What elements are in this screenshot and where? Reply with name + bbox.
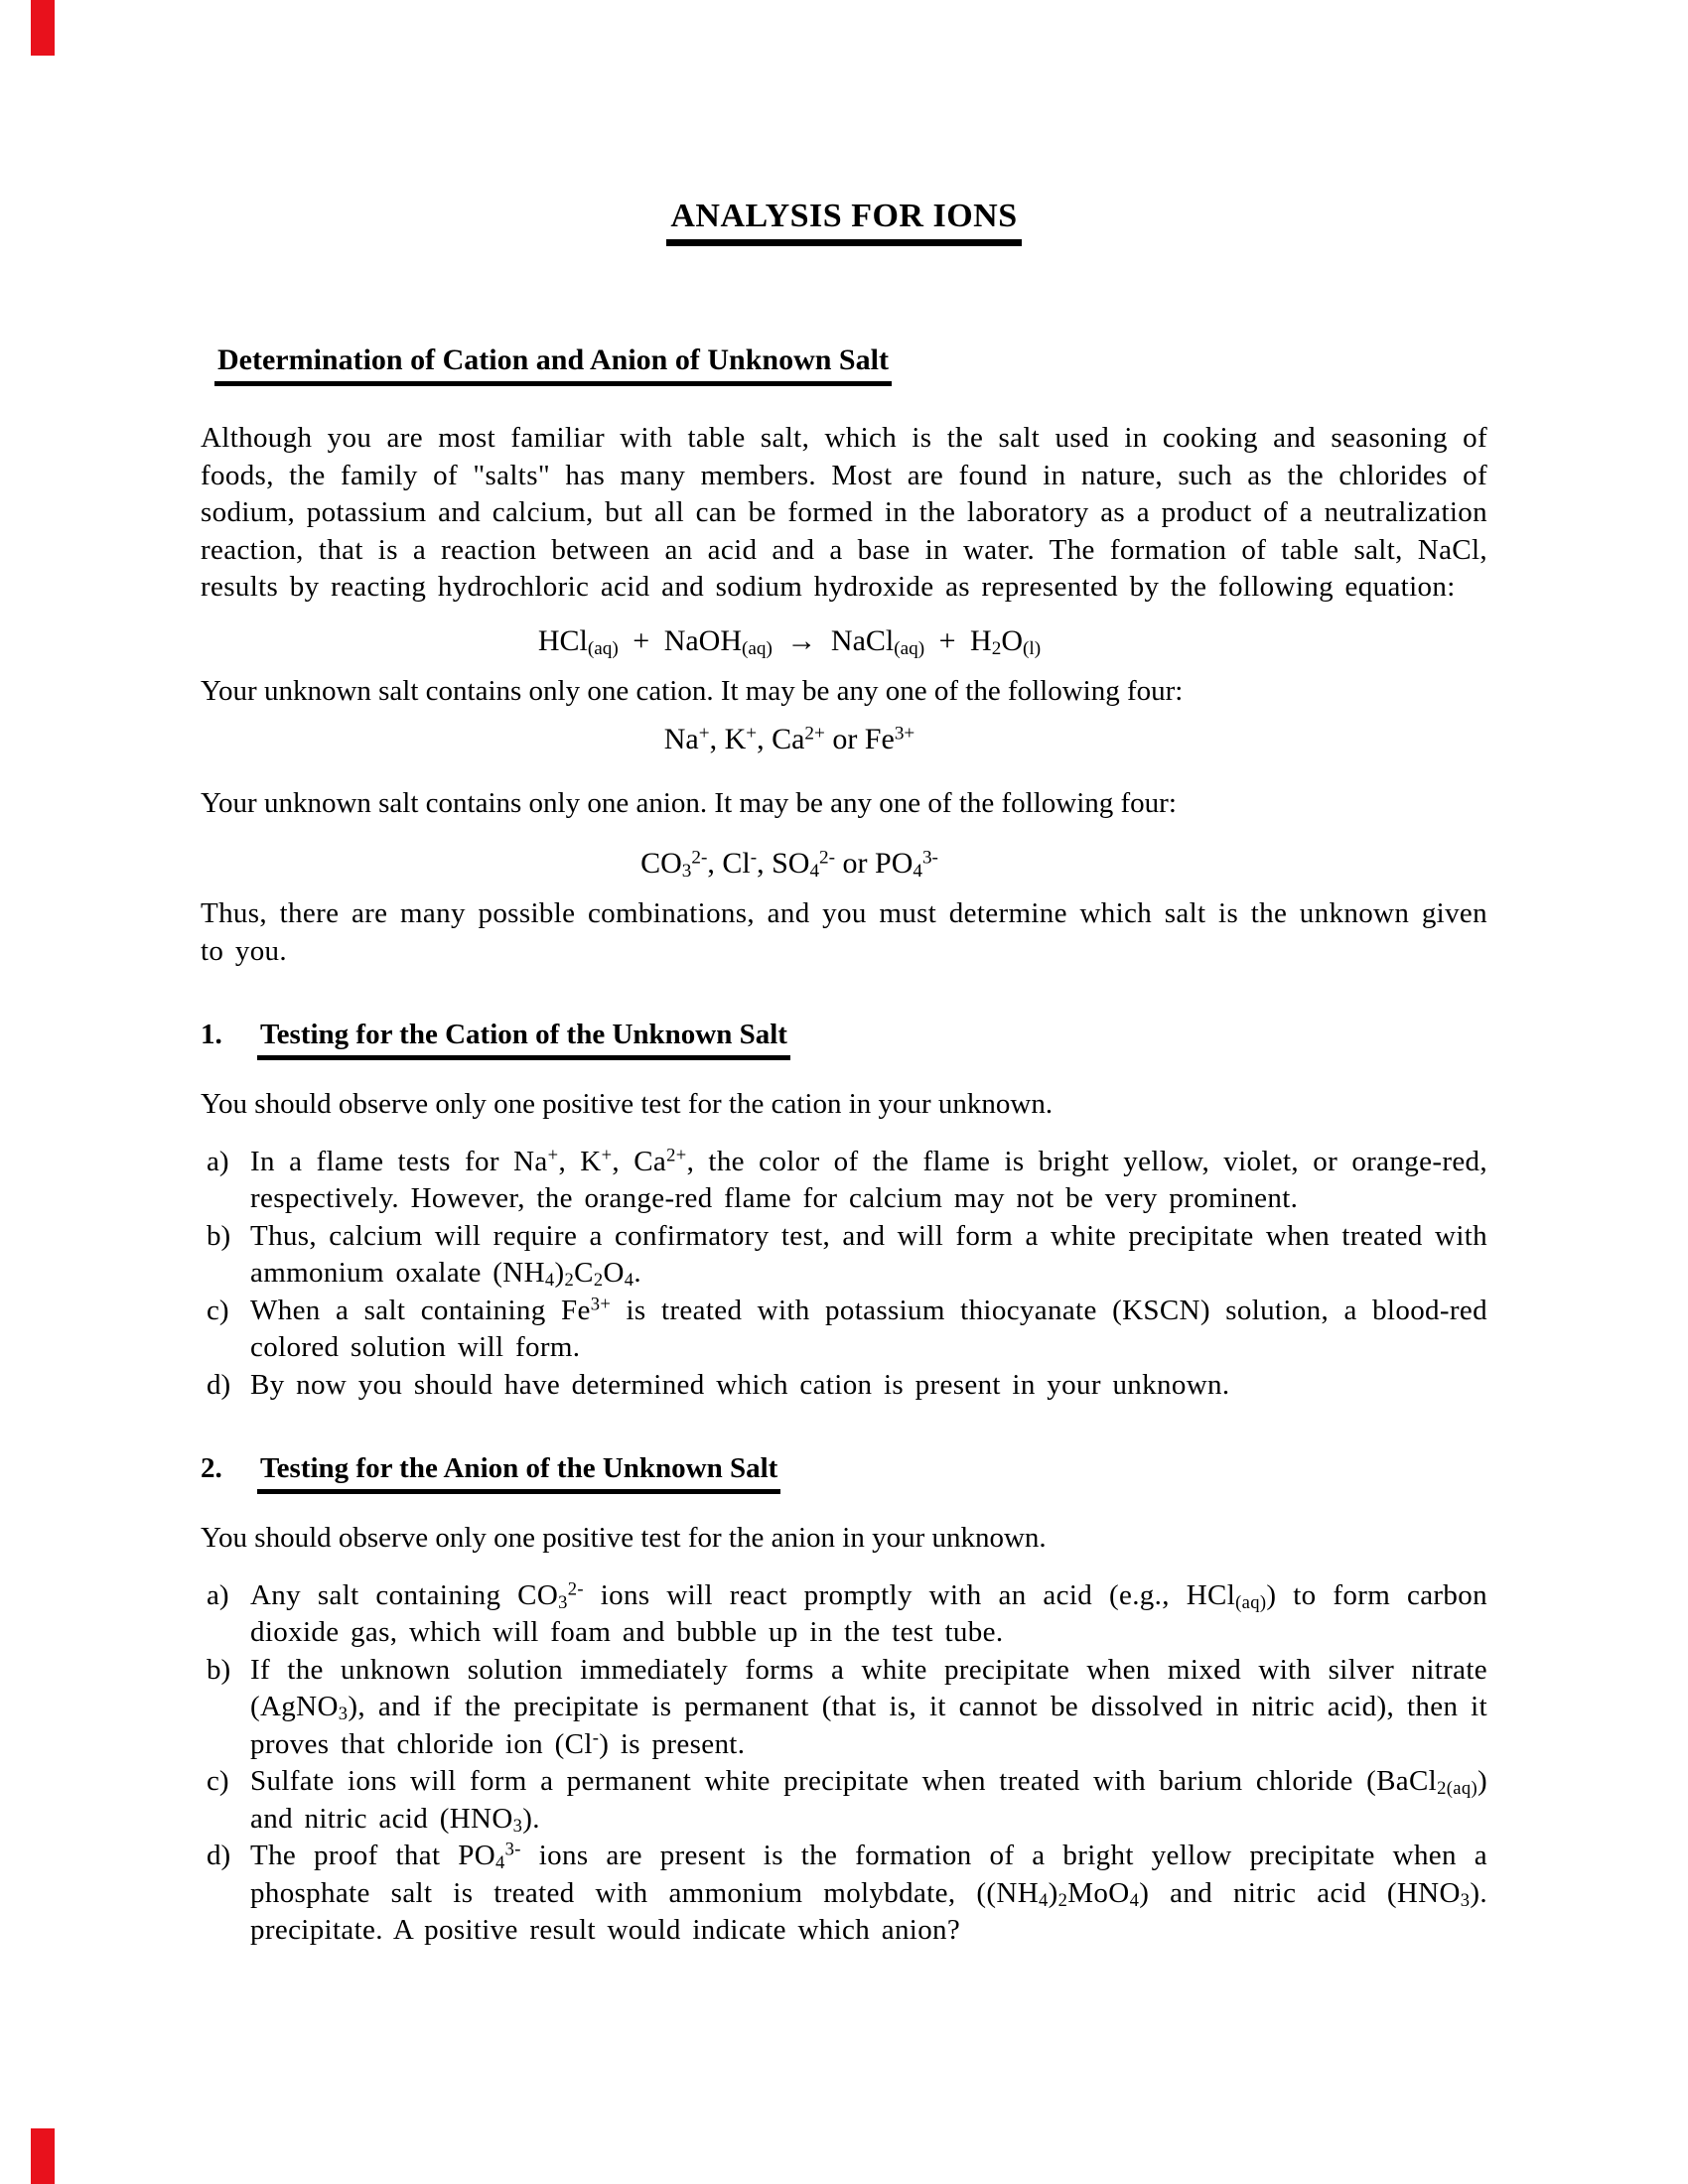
anion-sentence: Your unknown salt contains only one anion. It may be any one of the following four: <box>201 787 1177 819</box>
list-item-label: d) <box>207 1840 231 1871</box>
list-item-text: By now you should have determined which cation is present in your unknown. <box>250 1368 1230 1401</box>
list-item-label: c) <box>207 1294 229 1326</box>
list-item-1d <box>201 1367 1487 1405</box>
list-item-2d <box>201 1838 1487 1950</box>
section2-item-list <box>201 1577 1487 1950</box>
list-item-1b <box>201 1218 1487 1293</box>
list-item-text: In a flame tests for Na+, K+, $Ca^{2+}$, the color of the flame is bright yellow, violet, or orange-red, respectively. However, the orange-red flame for calcium may not be very prominent. <box>250 1145 1488 1214</box>
list-item-text: Any salt containing $CO_3^{2-}$ ions will react promptly with an acid (e.g., HCl$_{(aq)}$) to form carbon dioxide gas, which will foam and bubble up in the test tube. <box>250 1578 1487 1648</box>
anion-ion-list: $CO_3^{2-}$, Cl-, $SO_4^{2-}$ or $PO_4^{3-}$ <box>640 846 938 882</box>
document-title-text: ANALYSIS FOR IONS <box>666 197 1021 246</box>
cation-sentence: Your unknown salt contains only one cation. It may be any one of the following four: <box>201 675 1184 707</box>
combinations-paragraph: Thus, there are many possible combinations, and you must determine which salt is the unknown given to you. <box>201 897 1487 967</box>
red-scan-marker-bottom <box>31 2128 55 2184</box>
section-heading-determination <box>201 341 1487 386</box>
list-item-label: a) <box>207 1578 229 1611</box>
intro-paragraph: Although you are most familiar with table salt, which is the salt used in cooking and seasoning of foods, the family of "salts" has many members. Most are found in nature, such as the chlorides of sodium, potassium and calcium, but all can be formed in the laboratory as a product of a neutralization reaction, that is a reaction between an acid and a base in water. The formation of table salt, NaCl, results by reacting hydrochloric acid and sodium hydroxide as represented by the following equation: <box>201 422 1487 603</box>
list-item-label: b) <box>207 1653 231 1686</box>
list-item-text: When a salt containing $Fe^{3+}$ is treated with potassium thiocyanate (KSCN) solution, a blood-red colored solution will form. <box>250 1294 1487 1363</box>
list-item-text: The proof that $PO_4^{3-}$ ions are present is the formation of a bright yellow precipitate when a phosphate salt is treated with ammonium molybdate, $((NH_4)_2MoO_4)$ and nitric acid $(HNO_3)$. precipitate. A positive result would indicate which anion? <box>250 1839 1488 1946</box>
section1-item-list <box>201 1144 1487 1405</box>
section2-number: 2. <box>201 1452 222 1484</box>
list-item-1c <box>201 1293 1487 1367</box>
section2-heading <box>201 1449 1487 1494</box>
list-item-text: Sulfate ions will form a permanent white precipitate when treated with barium chloride (BaCl$_{2(aq)}$) and nitric acid $(HNO_3)$. <box>250 1765 1487 1837</box>
list-item-label: a) <box>207 1145 229 1177</box>
list-item-label: c) <box>207 1765 229 1797</box>
list-item-label: d) <box>207 1368 231 1401</box>
cation-ion-list: Na+, K+, $Ca^{2+}$ or $Fe^{3+}$ <box>663 722 915 755</box>
list-item-2c <box>201 1763 1487 1838</box>
list-item-text: If the unknown solution immediately forms a white precipitate when mixed with silver nitrate (AgNO$_3$), and if the precipitate is permanent (that is, it cannot be dissolved in nitric acid), then it proves that chloride ion (Cl-) is present. <box>250 1653 1487 1760</box>
section2-lead: You should observe only one positive test for the anion in your unknown. <box>201 1522 1047 1554</box>
section1-number: 1. <box>201 1019 222 1050</box>
list-item-2a <box>201 1577 1487 1652</box>
section1-heading <box>201 1016 1487 1060</box>
document-title <box>201 197 1487 246</box>
red-scan-marker-top <box>31 0 55 56</box>
section1-heading-text: Testing for the Cation of the Unknown Salt <box>257 1016 790 1060</box>
section-heading-text: Determination of Cation and Anion of Unknown Salt <box>214 341 892 386</box>
section1-lead: You should observe only one positive test for the cation in your unknown. <box>201 1088 1054 1120</box>
chemical-equation: HCl$_{(aq)}$ + NaOH$_{(aq)}$ → NaCl$_{(aq)}$ + $H_2O_{(l)}$ <box>537 623 1042 659</box>
list-item-text: Thus, calcium will require a confirmatory test, and will form a white precipitate when treated with ammonium oxalate $(NH_4)_2C_2O_4$. <box>250 1219 1487 1292</box>
list-item-1a <box>201 1144 1487 1218</box>
section2-heading-text: Testing for the Anion of the Unknown Salt <box>257 1449 780 1494</box>
list-item-label: b) <box>207 1219 231 1252</box>
list-item-2b <box>201 1652 1487 1764</box>
